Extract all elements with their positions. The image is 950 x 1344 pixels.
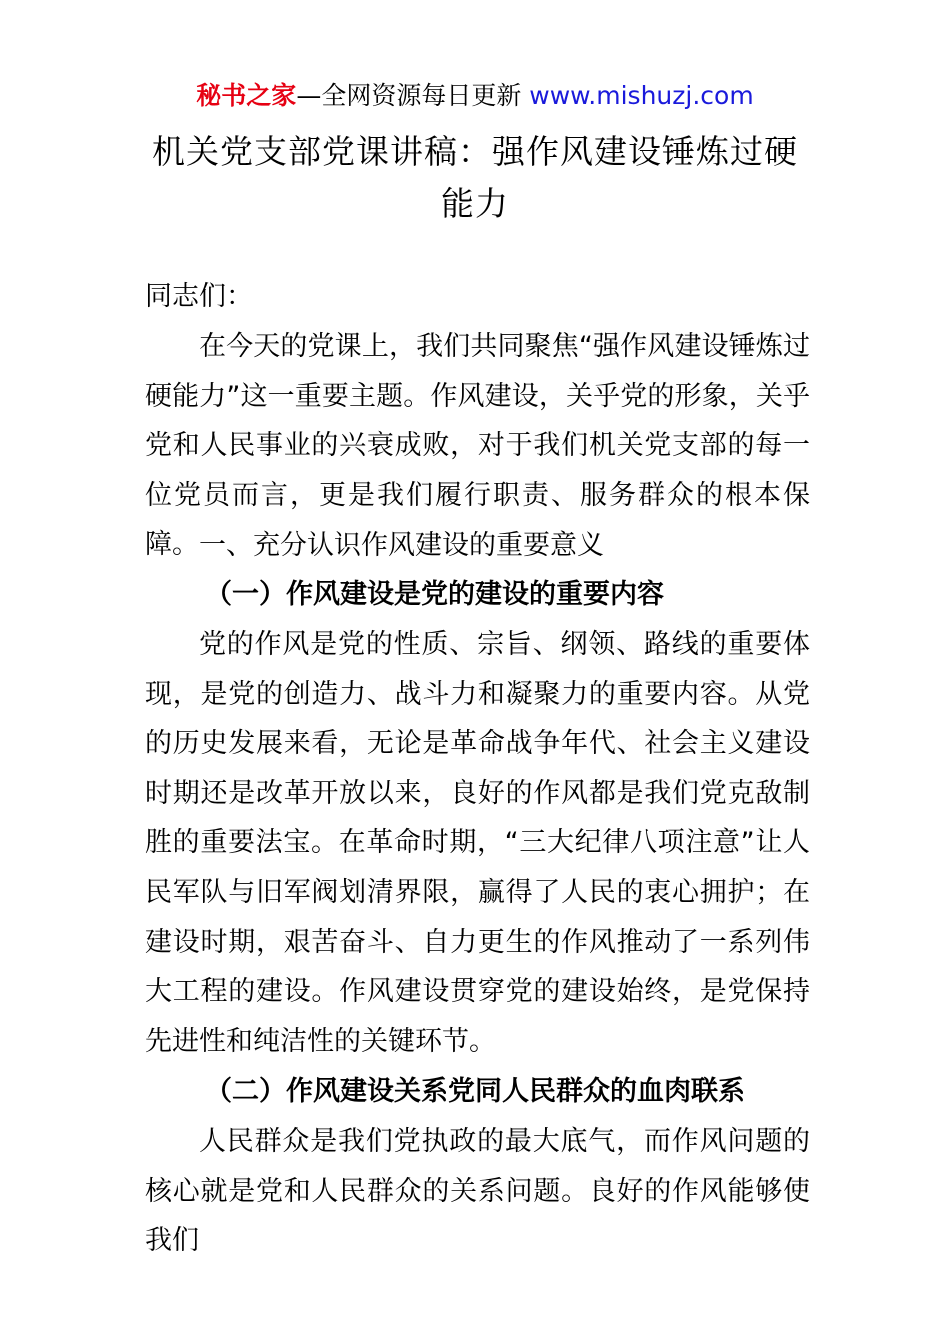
document-title: 机关党支部党课讲稿：强作风建设锤炼过硬能力 xyxy=(152,132,798,223)
intro-paragraph: 在今天的党课上，我们共同聚焦“强作风建设锤炼过硬能力”这一重要主题。作风建设，关乎党的形象，关乎党和人民事业的兴衰成败，对于我们机关党支部的每一位党员而言，更是我们履行职责、服务群众的根本保障。 xyxy=(145,331,810,561)
header-tagline: —全网资源每日更新 xyxy=(296,81,530,110)
brand-name: 秘书之家 xyxy=(196,81,297,110)
subsection-heading-1: （一）作风建设是党的建设的重要内容 xyxy=(205,579,664,610)
subsection-heading-2: （二）作风建设关系党同人民群众的血肉联系 xyxy=(205,1076,745,1107)
site-url-link[interactable]: www.mishuzj.com xyxy=(529,81,754,110)
section-heading-1: 一、充分认识作风建设的重要意义 xyxy=(199,530,604,561)
site-header xyxy=(0,78,950,114)
subsection-body-2: 人民群众是我们党执政的最大底气，而作风问题的核心就是党和人民群众的关系问题。良好的作风能够使我们 xyxy=(145,1126,810,1257)
subsection-body-1: 党的作风是党的性质、宗旨、纲领、路线的重要体现，是党的创造力、战斗力和凝聚力的重要内容。从党的历史发展来看，无论是革命战争年代、社会主义建设时期还是改革开放以来，良好的作风都是我们党克敌制胜的重要法宝。在革命时期，“三大纪律八项注意”让人民军队与旧军阀划清界限，赢得了人民的衷心拥护；在建设时期，艰苦奋斗、自力更生的作风推动了一系列伟大工程的建设。作风建设贯穿党的建设始终，是党保持先进性和纯洁性的关键环节。 xyxy=(145,629,810,1057)
salutation: 同志们： xyxy=(145,281,253,312)
